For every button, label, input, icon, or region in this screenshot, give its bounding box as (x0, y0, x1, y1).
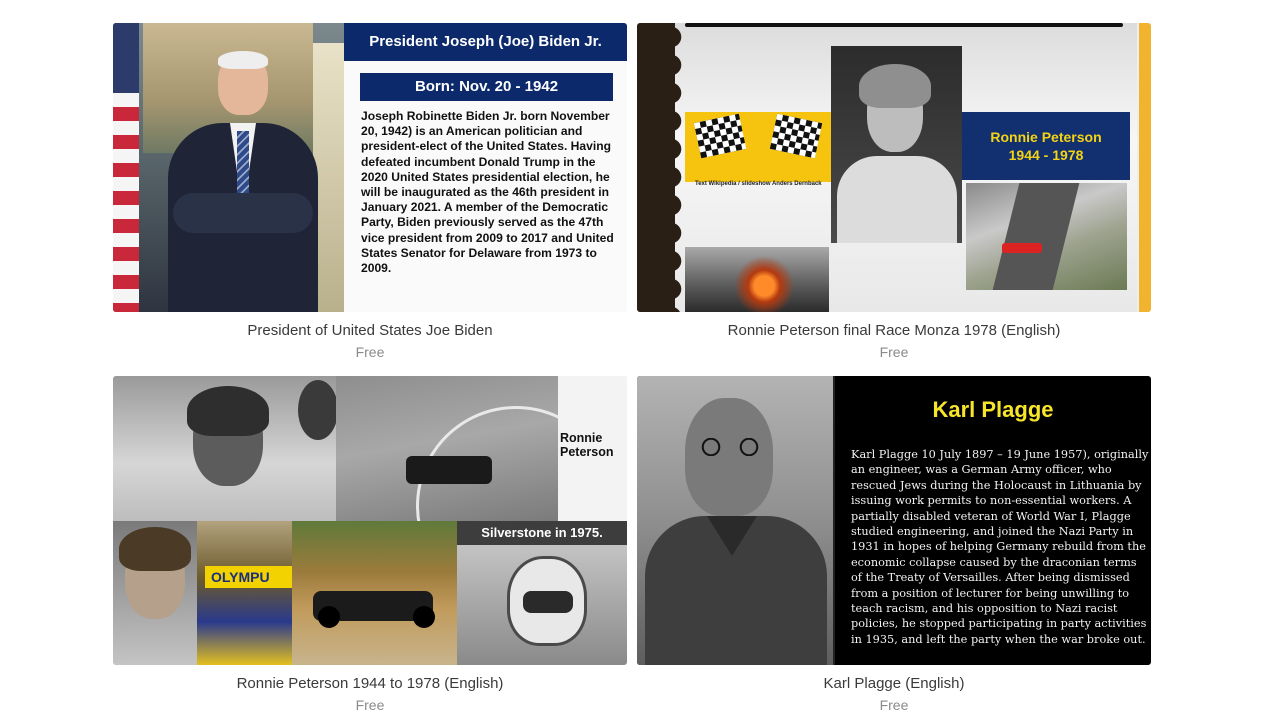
product-thumbnail[interactable] (113, 23, 627, 312)
thumb-years: 1944 - 1978 (1008, 147, 1084, 163)
product-thumbnail[interactable] (637, 23, 1151, 312)
product-price: Free (355, 697, 385, 713)
checkered-flag-icon (770, 114, 822, 159)
driver-young-photo (113, 521, 197, 665)
product-card-biden[interactable] (113, 23, 627, 361)
pit-photo (197, 521, 292, 665)
checkered-flag-icon (694, 114, 746, 159)
glasses-icon (693, 438, 767, 456)
biden-figure (168, 53, 318, 312)
driver-closeup-photo (113, 376, 336, 521)
product-card-plagge[interactable] (637, 376, 1151, 714)
race-car-photo (336, 376, 558, 521)
product-price: Free (879, 697, 909, 713)
thumb-name: Ronnie Peterson (990, 129, 1102, 145)
product-card-peterson-monza[interactable] (637, 23, 1151, 361)
product-title[interactable]: President of United States Joe Biden (247, 322, 493, 339)
biden-photo (113, 23, 344, 312)
product-title[interactable]: Karl Plagge (English) (823, 675, 965, 692)
wave-border (637, 23, 675, 312)
product-card-peterson-collage[interactable] (113, 376, 627, 714)
plagge-photo (637, 376, 835, 665)
checkered-flags-image (685, 112, 831, 182)
thumb-heading: President Joseph (Joe) Biden Jr. (344, 23, 627, 61)
thumb-credit: Text Wikipedia / slideshow Anders Dernback (695, 181, 822, 187)
thumb-name: Ronnie Peterson (560, 431, 614, 459)
race-track-photo (966, 183, 1127, 290)
crash-fire-photo (685, 247, 829, 312)
us-flag (113, 23, 139, 312)
thumb-name-box (962, 112, 1130, 180)
driver-portrait (831, 46, 962, 243)
product-title[interactable]: Ronnie Peterson 1944 to 1978 (English) (236, 675, 504, 692)
product-title[interactable]: Ronnie Peterson final Race Monza 1978 (English) (727, 322, 1061, 339)
sponsor-sign: OLYMPU (205, 566, 300, 588)
product-thumbnail[interactable] (113, 376, 627, 665)
thumb-caption: Silverstone in 1975. (457, 521, 627, 545)
thumb-bio: Joseph Robinette Biden Jr. born November 20, 1942) is an American politician and president-elect of the United States. Having defeated incumbent Donald Trump in the 2020 United States presidential election, he will be inaugurated as the 46th president in January 2021. A member of the Democratic Party, Biden previously served as the 47th vice president from 2009 to 2017 and United States Senator for Delaware from 1973 to 2009. (361, 109, 614, 276)
product-price: Free (879, 344, 909, 360)
born-banner: Born: Nov. 20 - 1942 (360, 73, 613, 101)
thumb-bio: Karl Plagge 10 July 1897 – 19 June 1957), originally an engineer, was a German Army officer, who rescued Jews during the Holocaust in Lithuania by issuing work permits to non-essential workers. A partially disabled veteran of World War I, Plagge studied engineering, and joined the Nazi Party in 1931 in hopes of helping Germany rebuild from the economic collapse caused by the draconian terms of the Treaty of Versailles. After being dismissed from a position of lecturer for being unwilling to teach racism, and his opposition to Nazi racist policies, he stopped participating in party activities in 1935, and left the party when the war broke out. (851, 448, 1149, 646)
product-thumbnail[interactable] (637, 376, 1151, 665)
product-price: Free (355, 344, 385, 360)
thumb-heading: Karl Plagge (932, 397, 1054, 422)
